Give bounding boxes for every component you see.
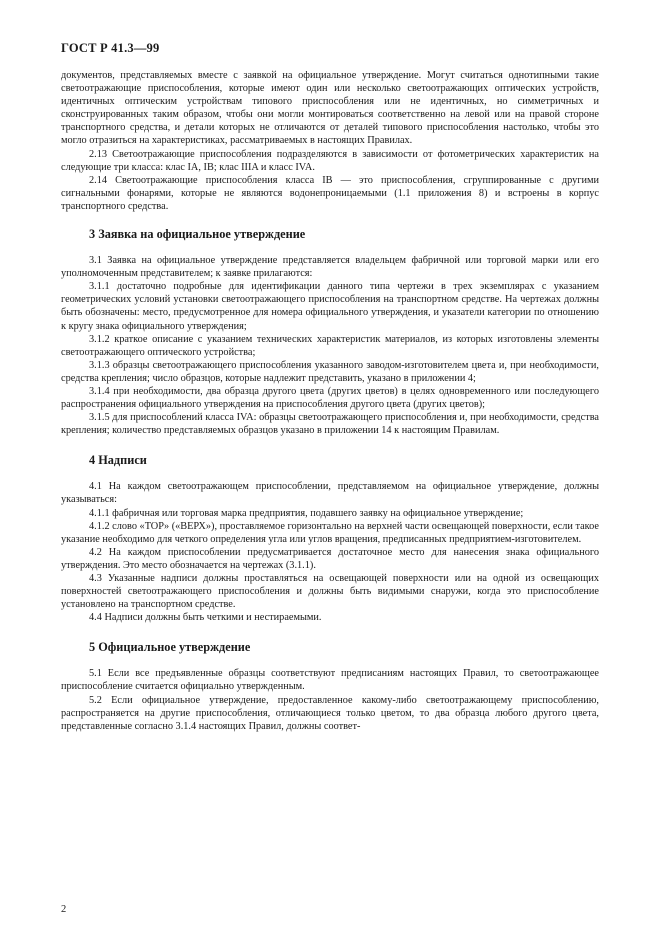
paragraph-4-1-1: 4.1.1 фабричная или торговая марка предприятия, подавшего заявку на официальное утверждение; xyxy=(89,507,524,519)
paragraph-3-1: 3.1 Заявка на официальное утверждение представляется владельцем фабричной или торговой марки или его уполномоченным представителем; к заявке прилагаются: xyxy=(61,255,599,280)
paragraph-4-3: 4.3 Указанные надписи должны проставляться на освещающей поверхности или на одной из освещающих поверхностей светоотражающего приспособления и должны быть видимыми снаружи, когда это приспособление установлено на транспортном средстве. xyxy=(61,573,599,611)
paragraph-2-14: 2.14 Светоотражающие приспособления класса IB — это приспособления, сгруппированные с другими сигнальными фонарями, которые не являются водонепроницаемыми (1.1 приложения 8) и встроены в корпус транспортного средства. xyxy=(61,174,599,212)
paragraph-3-1-1: 3.1.1 достаточно подробные для идентификации данного типа чертежи в трех экземплярах с указанием геометрических условий установки светоотражающего приспособления на транспортном средстве. На чертежах должны быть обозначены: место, предусмотренное для номера официального утверждения, и указатели категории по отношению к кругу знака официального утверждения; xyxy=(61,281,599,332)
paragraph-3-1-4: 3.1.4 при необходимости, два образца другого цвета (других цветов) в целях одновременного или последующего распространения официального утверждения на приспособления другого цвета (других цветов); xyxy=(61,385,599,411)
paragraph-3-1-3: 3.1.3 образцы светоотражающего приспособления указанного заводом-изготовителем цвета и, при необходимости, средства крепления; число образцов, которые надлежит представить, указано в приложении 4; xyxy=(61,359,599,384)
paragraph-5-2: 5.2 Если официальное утверждение, предоставленное какому-либо светоотражающему приспособлению, распространяется на другие приспособления, отличающиеся только цветом, то два образца любого другого цвета, представленные согласно 3.1.4 настоящих Правил, должны соответ- xyxy=(61,694,599,732)
page-content xyxy=(61,69,599,733)
document-header: ГОСТ Р 41.3—99 xyxy=(61,41,160,55)
section-heading-5: 5 Официальное утверждение xyxy=(89,640,251,655)
paragraph-4-2: 4.2 На каждом приспособлении предусматривается достаточное место для нанесения знака официального утверждения. Это место обозначается на чертежах (3.1.1). xyxy=(61,546,599,571)
paragraph-4-1-2: 4.1.2 слово «TOP» («ВЕРХ»), проставляемое горизонтально на верхней части освещающей поверхности, если такое указание необходимо для четкого определения угла или углов вращения, предписанных предприятием-изготовителем. xyxy=(61,520,599,545)
paragraph-5-1: 5.1 Если все предъявленные образцы соответствуют предписаниям настоящих Правил, то светоотражающее приспособление считается официально утвержденным. xyxy=(61,668,599,693)
paragraph-2-13: 2.13 Светоотражающие приспособления подразделяются в зависимости от фотометрических характеристик на следующие три класса: клас IA, IB; клас IIIA и класс IVA. xyxy=(61,148,599,173)
section-heading-3: 3 Заявка на официальное утверждение xyxy=(89,227,306,242)
paragraph-3-1-2: 3.1.2 краткое описание с указанием технических характеристик материалов, из которых изготовлены элементы светоотражающего оптического устройства; xyxy=(61,333,599,358)
paragraph-4-1: 4.1 На каждом светоотражающем приспособлении, представляемом на официальное утверждение, должны указываться: xyxy=(61,481,599,506)
section-heading-4: 4 Надписи xyxy=(89,453,147,468)
paragraph-3-1-5: 3.1.5 для приспособлений класса IVA: образцы светоотражающего приспособления и, при необходимости, средства крепления; количество представляемых образцов указано в приложении 14 к настоящим Правилам. xyxy=(61,412,599,437)
paragraph-4-4: 4.4 Надписи должны быть четкими и нестираемыми. xyxy=(89,612,322,624)
page-number: 2 xyxy=(61,904,67,915)
continuation-paragraph: документов, представляемых вместе с заявкой на официальное утверждение. Могут считаться однотипными такие светоотражающие приспособления, которые имеют один или несколько светоотражающих оптических устройств, идентичных оптическим устройствам типового приспособления или не идентичных, но симметричных и сконструированных таким образом, чтобы они могли монтироваться соответственно на левой или на правой стороне транспортного средства, и детали которых не отличаются от деталей типового приспособления настолько, чтобы это могло отразиться на характеристиках, рассматриваемых в настоящих Правилах. xyxy=(61,70,599,147)
